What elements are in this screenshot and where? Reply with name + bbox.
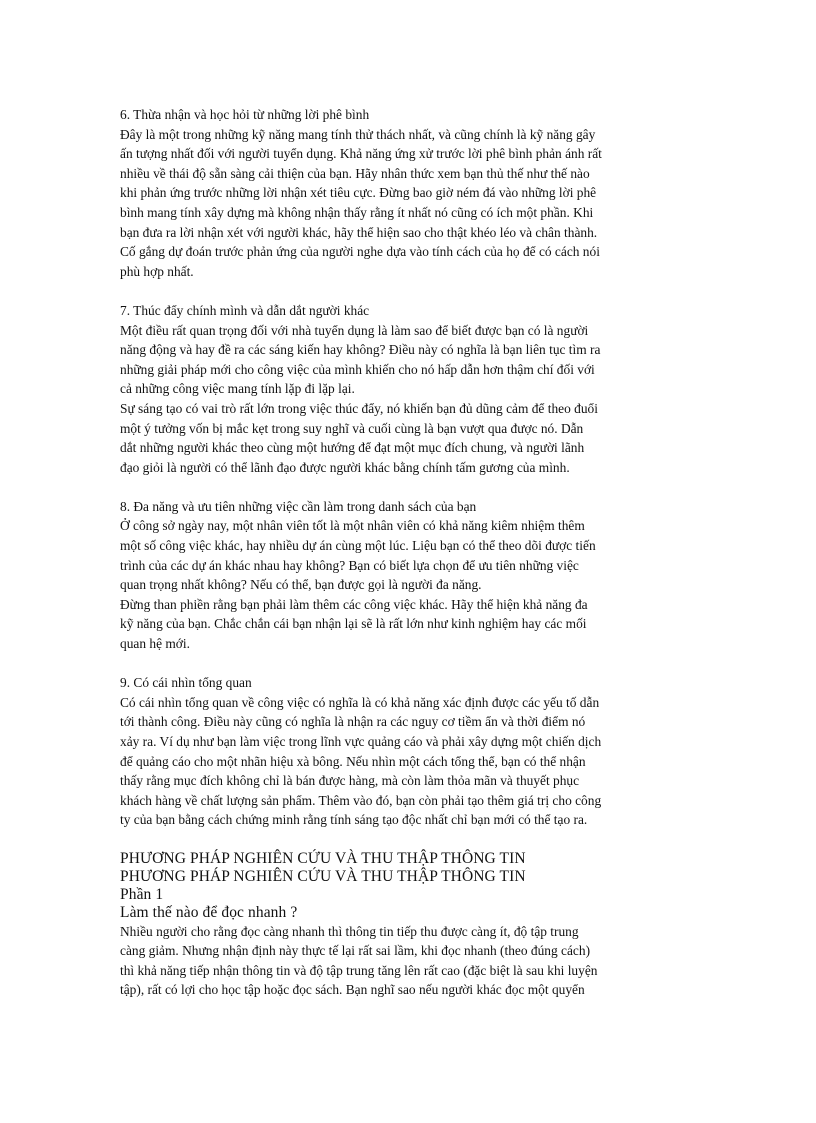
paragraph-line: một ý tưởng vốn bị mắc kẹt trong suy nghĩ và cuối cùng là bạn vượt qua được nó. Dẫn xyxy=(120,420,584,436)
paragraph-line: kỹ năng của bạn. Chắc chắn cái bạn nhận lại sẽ là rất lớn như kinh nghiệm hay các mối xyxy=(120,616,587,632)
part-heading-repeat: PHƯƠNG PHÁP NGHIÊN CỨU VÀ THU THẬP THÔNG TIN xyxy=(120,867,526,885)
part-number: Phần 1 xyxy=(120,885,164,903)
paragraph-line: bình mang tính xây dựng mà không nhận thấy rằng ít nhất nó cũng có ích một phần. Khi xyxy=(120,204,594,220)
paragraph-line: phù hợp nhất. xyxy=(120,263,194,279)
paragraph-line: Có cái nhìn tổng quan về công việc có nghĩa là có khả năng xác định được các yếu tố dẫn xyxy=(120,694,600,710)
paragraph-line: càng giảm. Nhưng nhận định này thực tế lại rất sai lầm, khi đọc nhanh (theo đúng cách) xyxy=(120,943,591,959)
paragraph-line: Đừng than phiền rằng bạn phải làm thêm các công việc khác. Hãy thể hiện khả năng đa xyxy=(120,596,588,612)
paragraph-line: Sự sáng tạo có vai trò rất lớn trong việc thúc đẩy, nó khiến bạn đủ dũng cảm để theo đuổi xyxy=(120,400,598,416)
paragraph-line: Nhiều người cho rằng đọc càng nhanh thì thông tin tiếp thu được càng ít, độ tập trung xyxy=(120,923,579,939)
paragraph-line: Cố gắng dự đoán trước phản ứng của người nghe dựa vào tính cách của họ để có cách nói xyxy=(120,244,600,260)
section-8 xyxy=(120,497,700,654)
sub-heading: Làm thế nào để đọc nhanh ? xyxy=(120,903,298,921)
paragraph-line: trình của các dự án khác nhau hay không? Bạn có biết lựa chọn để ưu tiên những việc xyxy=(120,557,579,573)
paragraph-line: tới thành công. Điều này cũng có nghĩa là nhận ra các nguy cơ tiềm ẩn và thời điểm nó xyxy=(120,714,586,730)
paragraph-gap xyxy=(120,477,700,497)
section-title: 7. Thúc đẩy chính mình và dẫn dắt người khác xyxy=(120,302,370,318)
paragraph-line: để quảng cáo cho một nhãn hiệu xà bông. Nếu nhìn một cách tổng thể, bạn có thể nhận xyxy=(120,753,586,769)
section-6 xyxy=(120,105,700,281)
paragraph-gap xyxy=(120,654,700,674)
paragraph-gap xyxy=(120,830,700,850)
paragraph-line: khi phản ứng trước những lời nhận xét tiêu cực. Đừng bao giờ ném đá vào những lời phê xyxy=(120,185,597,201)
paragraph-line: thấy rằng mục đích không chỉ là bán được hàng, mà còn làm thỏa mãn và thuyết phục xyxy=(120,773,580,789)
paragraph-line: cả những công việc mang tính lặp đi lặp lại. xyxy=(120,381,355,397)
paragraph-gap xyxy=(120,281,700,301)
paragraph-line: dắt những người khác theo cùng một hướng để đạt một mục đích chung, và người lãnh xyxy=(120,440,585,456)
paragraph-line: quan trọng nhất không? Nếu có thể, bạn được gọi là người đa năng. xyxy=(120,577,482,593)
paragraph-line: những giải pháp mới cho công việc của mình khiến cho nó hấp dẫn hơn thậm chí đối với xyxy=(120,361,595,377)
part-heading: PHƯƠNG PHÁP NGHIÊN CỨU VÀ THU THẬP THÔNG TIN xyxy=(120,849,526,867)
paragraph-line: tập), rất có lợi cho học tập hoặc đọc sách. Bạn nghĩ sao nếu người khác đọc một quyển xyxy=(120,982,585,998)
paragraph-line: ấn tượng nhất đối với người tuyển dụng. Khả năng ứng xử trước lời phê bình phản ánh rất xyxy=(120,146,602,162)
paragraph-line: quan hệ mới. xyxy=(120,636,190,652)
paragraph-line: ty của bạn bằng cách chứng minh rằng tính sáng tạo độc nhất chỉ bạn mới có thể tạo ra. xyxy=(120,812,588,828)
section-title: 9. Có cái nhìn tổng quan xyxy=(120,675,252,691)
section-title: 6. Thừa nhận và học hỏi từ những lời phê bình xyxy=(120,107,370,122)
paragraph-line: đạo giỏi là người có thể lãnh đạo được người khác bằng chính tấm gương của mình. xyxy=(120,459,570,475)
document-page xyxy=(120,105,700,1000)
paragraph-line: năng động và hay đề ra các sáng kiến hay không? Điều này có nghĩa là bạn liên tục tìm ra xyxy=(120,342,601,358)
section-title: 8. Đa năng và ưu tiên những việc cần làm trong danh sách của bạn xyxy=(120,498,477,514)
paragraph-line: thì khả năng tiếp nhận thông tin và độ tập trung tăng lên rất cao (đặc biệt là sau khi luyện xyxy=(120,962,598,978)
research-methods-part xyxy=(120,850,700,1000)
paragraph-line: Đây là một trong những kỹ năng mang tính thử thách nhất, và cũng chính là kỹ năng gây xyxy=(120,126,596,142)
paragraph-line: nhiều về thái độ sẵn sàng cải thiện của bạn. Hãy nhân thức xem bạn thủ thế như thế nào xyxy=(120,165,590,181)
paragraph-line: khách hàng về chất lượng sản phẩm. Thêm vào đó, bạn còn phải tạo thêm giá trị cho công xyxy=(120,792,602,808)
paragraph-line: một số công việc khác, hay nhiều dự án cùng một lúc. Liệu bạn có thể theo dõi được tiến xyxy=(120,538,596,554)
paragraph-line: Một điều rất quan trọng đối với nhà tuyển dụng là làm sao để biết được bạn có là người xyxy=(120,322,589,338)
paragraph-line: xảy ra. Ví dụ như bạn làm việc trong lĩnh vực quảng cáo và phải xây dựng một chiến dịch xyxy=(120,734,602,749)
section-9 xyxy=(120,673,700,830)
section-7 xyxy=(120,301,700,477)
paragraph-line: bạn đưa ra lời nhận xét với người khác, hãy thể hiện sao cho thật khéo léo và chân thành. xyxy=(120,224,598,240)
paragraph-line: Ở công sở ngày nay, một nhân viên tốt là một nhân viên có khả năng kiêm nhiệm thêm xyxy=(120,518,585,534)
